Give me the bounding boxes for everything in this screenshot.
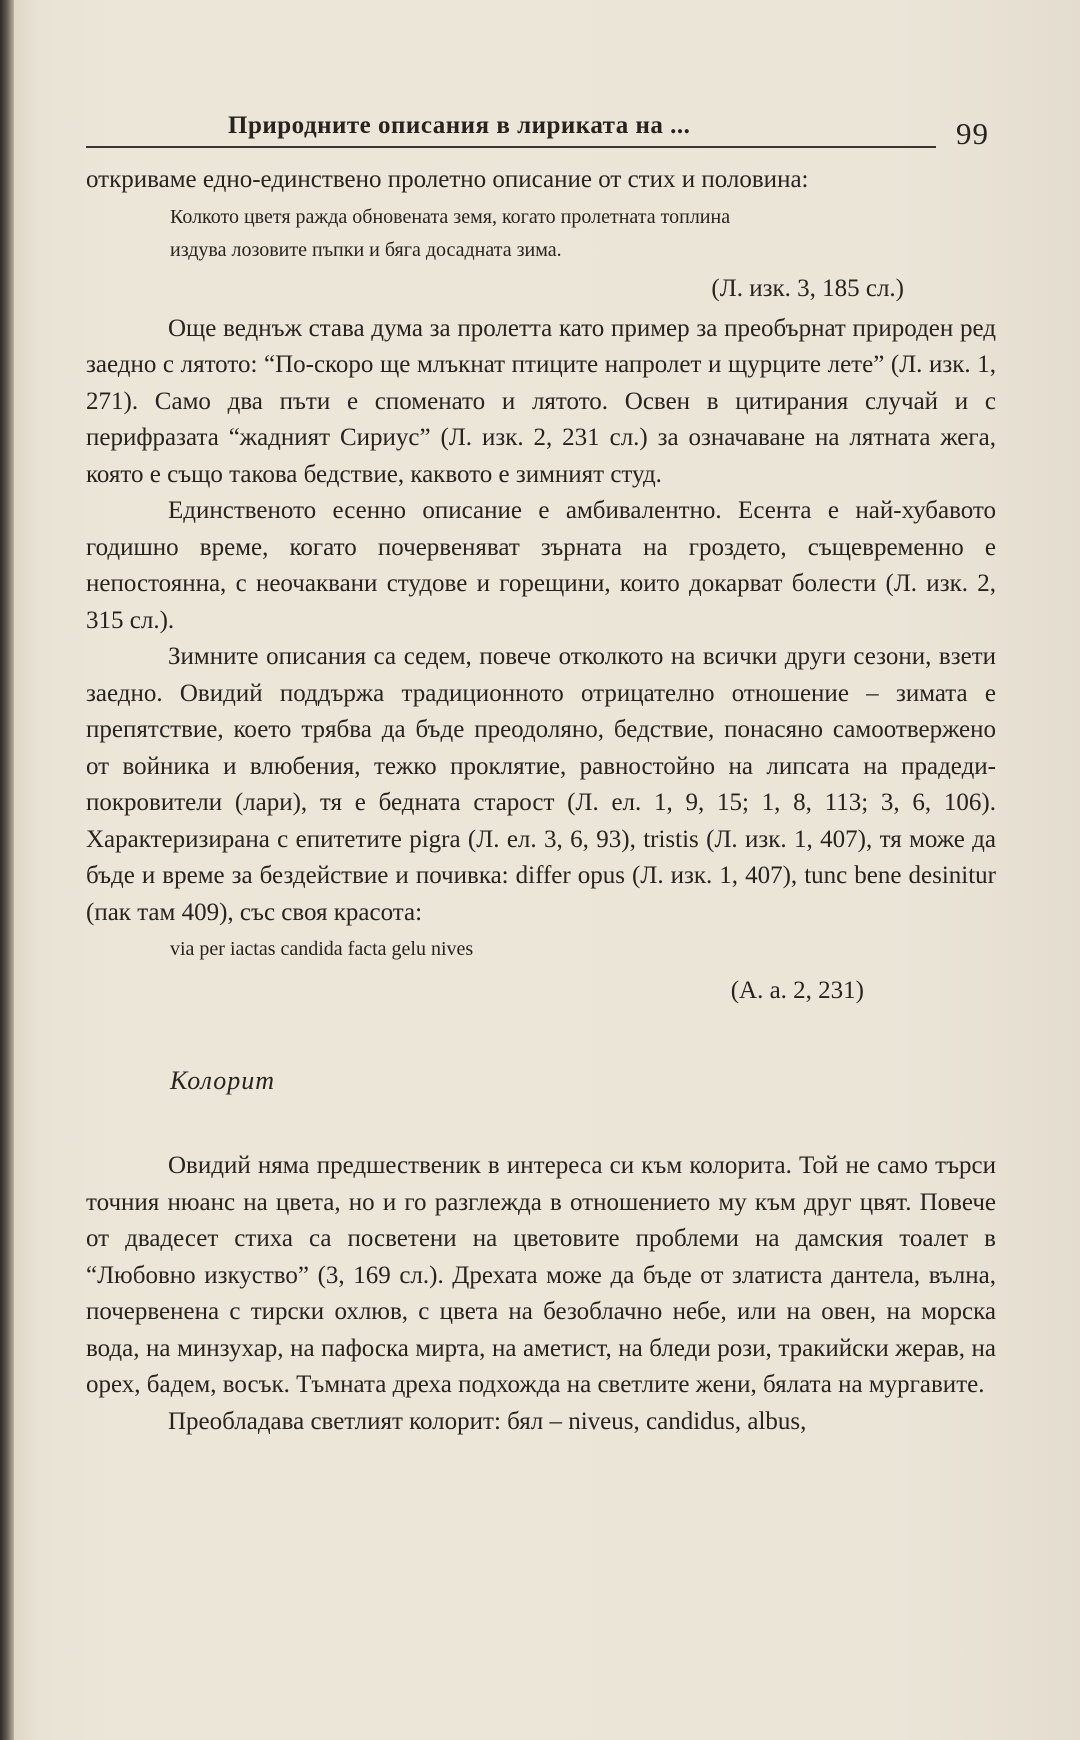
paragraph-continuation: откриваме едно-единствено пролетно описание от стих и половина: [86, 166, 809, 193]
quotation-line: via per iactas candida facta gelu nives [170, 938, 474, 960]
page-number: 99 [956, 116, 989, 151]
paragraph-winter: Зимните описания са седем, повече отколкото на всички други сезони, взети заедно. Овидий поддържа традиционното отрицателно отношение – зимата е препятствие, което трябва да бъде преодоляно, бедствие, понасяно самоотвержено от войника и влюбения, тежко проклятие, равностойно на липсата на прадеди-покровители (лари), тя е бедната старост (Л. ел. 1, 9, 15; 1, 8, 113; 3, 6, 106). Характеризирана с епитетите pigra (Л. ел. 3, 6, 93), tristis (Л. изк. 1, 407), тя може да бъде и време за бездействие и почивка: differ opus (Л. изк. 1, 407), tunc bene desinitur (пак там 409), със своя красота: [86, 643, 996, 926]
running-title: Природните описания в лириката на ... [228, 112, 691, 139]
paragraph-colour: Овидий няма предшественик в интереса си към колорита. Той не само търси точния нюанс на цвета, но и го разглежда в отношението му към друг цвят. Повече от двадесет стиха са посветени на цветовите проблеми на дамския тоалет в “Любовно изкуство” (3, 169 сл.). Дрехата може да бъде от златиста дантела, вълна, почервенена с тирски охлюв, с цвета на безоблачно небе, или на овен, на морска вода, на минзухар, на пафоска мирта, на аметист, на бледи рози, тракийски жерав, на орех, бадем, восък. Тъмната дреха подхожда на светлите жени, бялата на мургавите. [86, 1152, 996, 1398]
section-heading: Колорит [170, 1066, 276, 1095]
book-spine-edge [0, 0, 14, 1740]
running-header [86, 112, 996, 152]
citation: (А. а. 2, 231) [730, 977, 864, 1004]
page-body [86, 162, 996, 1440]
citation: (Л. изк. 3, 185 сл.) [711, 274, 904, 302]
quotation-latin [170, 933, 996, 966]
header-rule [86, 146, 936, 148]
paragraph-summer: Още веднъж става дума за пролетта като пример за преобърнат природен ред заедно с лятото: “По-скоро ще млъкнат птиците напролет и щурците лете” (Л. изк. 1, 271). Само два пъти е споменато и лятото. Освен в цитирания случай и с перифразата “жадният Сириус” (Л. изк. 2, 231 сл.) за означаване на лятната жега, която е също такова бедствие, каквото е зимният студ. [86, 314, 996, 488]
paragraph-light-colour: Преобладава светлият колорит: бял – niveus, candidus, albus, [168, 1407, 807, 1435]
quotation-line: Колкото цветя ражда обновената земя, когато пролетната топлина [170, 205, 731, 228]
paragraph-autumn: Единственото есенно описание е амбивалентно. Есента е най-хубавото годишно време, когато почервеняват зърната на гроздето, същевременно е непостоянна, с неочаквани студове и горещини, които докарват болести (Л. изк. 2, 315 сл.). [86, 497, 996, 634]
quotation-spring [170, 201, 996, 267]
quotation-line: издува лозовите пъпки и бяга досадната зима. [170, 238, 562, 261]
